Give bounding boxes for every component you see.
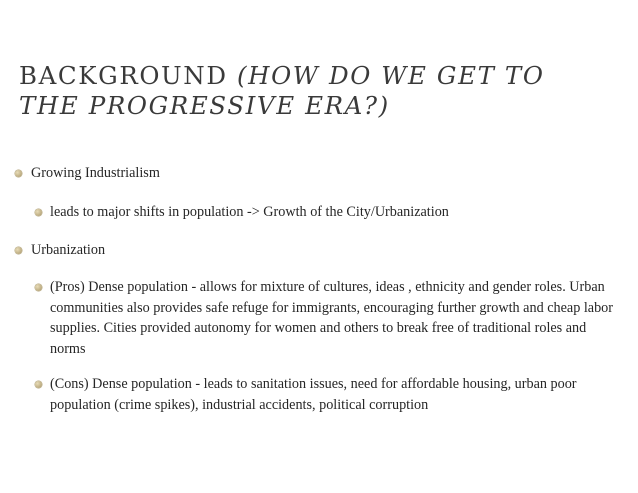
bullet-text: Growing Industrialism — [31, 165, 160, 181]
title-subtitle-line2: THE PROGRESSIVE ERA?) — [19, 91, 390, 120]
sub-bullet-item — [50, 374, 625, 415]
title-subtitle-line1: (HOW DO WE GET TO — [236, 61, 545, 90]
bullet-dot-icon — [35, 209, 42, 216]
bullet-item — [31, 240, 621, 261]
sub-bullet-item — [50, 277, 625, 359]
bullet-dot-icon — [35, 381, 42, 388]
bullet-text: Urbanization — [31, 242, 106, 258]
bullet-text: (Cons) Dense population - leads to sanitation issues, need for affordable housing, urban poor population (crime spikes), industrial accidents, political corruption — [50, 376, 577, 413]
title-main: BACKGROUND — [19, 61, 237, 90]
bullet-dot-icon — [15, 170, 22, 177]
bullet-dot-icon — [15, 247, 22, 254]
bullet-item — [31, 163, 621, 184]
bullet-text: (Pros) Dense population - allows for mixture of cultures, ideas , ethnicity and gender roles. Urban communities also provides safe refuge for immigrants, encouraging further growth and cheap labor supplies. Cities provided autonomy for women and others to break free of traditional roles and norms — [50, 279, 613, 357]
bullet-text: leads to major shifts in population -> Growth of the City/Urbanization — [50, 204, 449, 220]
slide-title — [19, 61, 619, 121]
bullet-dot-icon — [35, 284, 42, 291]
sub-bullet-item — [50, 202, 620, 223]
